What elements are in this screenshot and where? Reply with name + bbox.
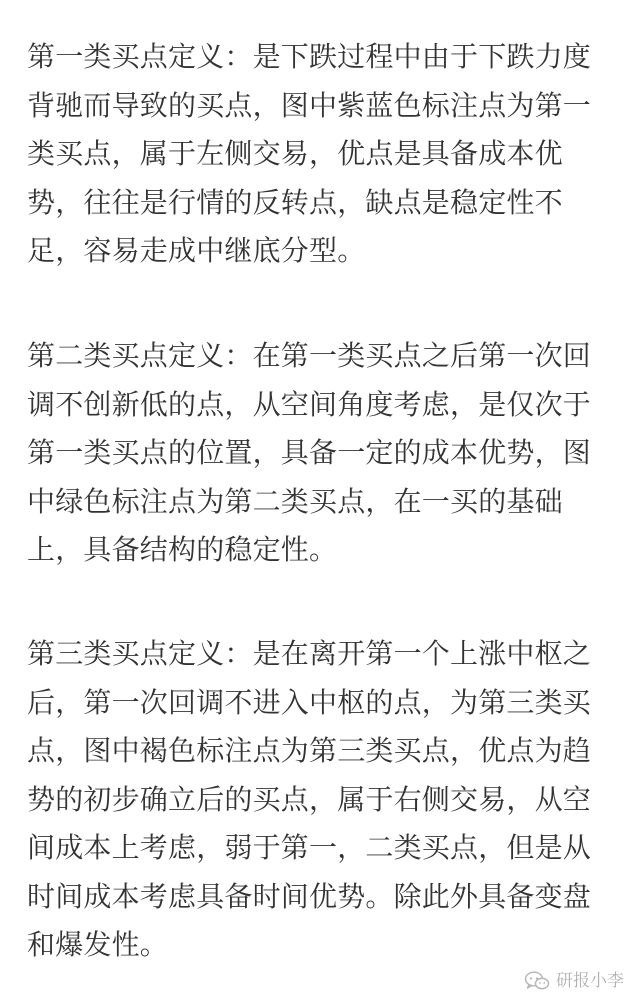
wechat-icon (524, 971, 550, 991)
text-line: 间成本上考虑，弱于第一，二类买点，但是从 (27, 831, 592, 864)
paragraph-second-buy-point (27, 332, 622, 575)
text-line: 中绿色标注点为第二类买点，在一买的基础 (27, 484, 563, 518)
watermark-text: 研报小李 (556, 971, 624, 991)
text-line: 势，往往是行情的反转点，缺点是稳定性不 (27, 185, 563, 219)
text-line: 调不创新低的点，从空间角度考虑，是仅次于 (27, 387, 592, 421)
text-line: 上，具备结构的稳定性。 (27, 533, 338, 566)
text-line: 点，图中褐色标注点为第三类买点，优点为趋 (27, 734, 592, 767)
text-line: 势的初步确立后的买点，属于右侧交易，从空 (27, 782, 592, 816)
text-line: 第二类买点定义：在第一类买点之后第一次回 (27, 339, 592, 372)
text-line: 和爆发性。 (27, 928, 169, 961)
text-line: 后，第一次回调不进入中枢的点，为第三类买 (27, 685, 592, 719)
text-line: 第一类买点定义：是下跌过程中由于下跌力度 (27, 40, 592, 73)
text-line: 时间成本考虑具备时间优势。除此外具备变盘 (27, 879, 592, 913)
text-line: 足，容易走成中继底分型。 (27, 234, 366, 267)
text-line: 背驰而导致的买点，图中紫蓝色标注点为第一 (27, 88, 592, 122)
paragraph-third-buy-point (27, 630, 622, 970)
paragraph-first-buy-point (27, 33, 622, 276)
text-line: 第三类买点定义：是在离开第一个上涨中枢之 (27, 637, 592, 670)
text-line: 类买点，属于左侧交易，优点是具备成本优 (27, 137, 563, 170)
watermark (524, 971, 624, 991)
text-line: 第一类买点的位置，具备一定的成本优势，图 (27, 436, 592, 469)
